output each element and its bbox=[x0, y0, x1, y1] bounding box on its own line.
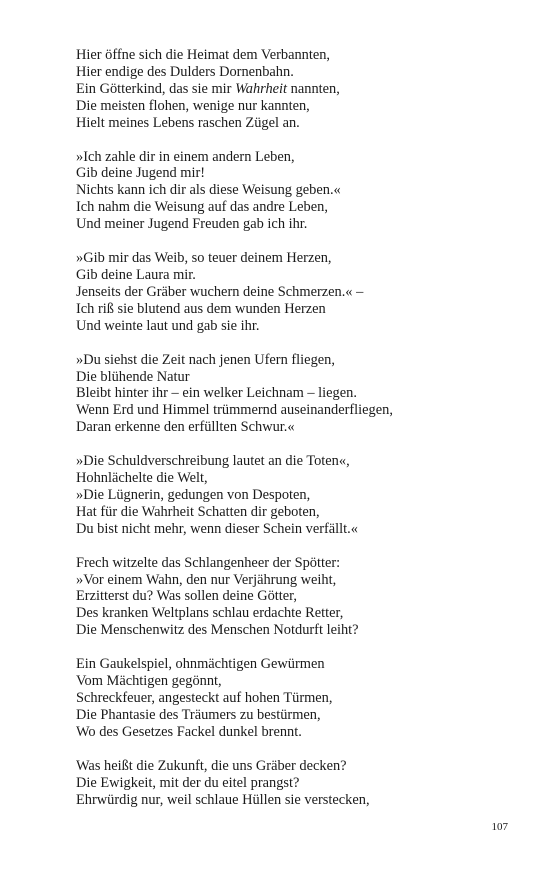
stanza-1 bbox=[76, 47, 516, 132]
verse-line: Hier öffne sich die Heimat dem Verbannten, bbox=[76, 47, 331, 63]
stanza-6 bbox=[76, 555, 516, 640]
verse-line: Und meiner Jugend Freuden gab ich ihr. bbox=[76, 216, 308, 233]
stanza-2 bbox=[76, 149, 516, 234]
verse-line: Jenseits der Gräber wuchern deine Schmerzen.« – bbox=[76, 283, 364, 300]
verse-line: Die meisten flohen, wenige nur kannten, bbox=[76, 97, 310, 114]
verse-line: Daran erkenne den erfüllten Schwur.« bbox=[76, 419, 295, 436]
verse-line: Schreckfeuer, angesteckt auf hohen Türmen, bbox=[76, 690, 333, 706]
verse-line-part: Ein Götterkind, das sie mir bbox=[76, 80, 236, 97]
verse-line: Die Ewigkeit, mit der du eitel prangst? bbox=[76, 774, 300, 791]
verse-line: »Die Schuldverschreibung lautet an die Toten«, bbox=[76, 453, 350, 470]
verse-line: Hielt meines Lebens raschen Zügel an. bbox=[76, 114, 300, 131]
verse-line: »Vor einem Wahn, den nur Verjährung weiht, bbox=[76, 571, 337, 588]
verse-line: Hohnlächelte die Welt, bbox=[76, 470, 208, 487]
verse-line: Die blühende Natur bbox=[76, 368, 190, 385]
verse-line: Wenn Erd und Himmel trümmernd auseinanderfliegen, bbox=[76, 402, 393, 419]
verse-line: Die Phantasie des Träumers zu bestürmen, bbox=[76, 706, 321, 723]
verse-line: Hat für die Wahrheit Schatten dir geboten, bbox=[76, 503, 320, 520]
verse-line: Bleibt hinter ihr – ein welker Leichnam – liegen. bbox=[76, 385, 357, 402]
verse-line: Gib deine Laura mir. bbox=[76, 266, 196, 283]
verse-line: »Gib mir das Weib, so teuer deinem Herzen, bbox=[76, 250, 332, 267]
verse-line: Nichts kann ich dir als diese Weisung geben.« bbox=[76, 182, 341, 199]
verse-line: Die Menschenwitz des Menschen Notdurft leiht? bbox=[76, 622, 359, 639]
verse-line: Frech witzelte das Schlangenheer der Spötter: bbox=[76, 554, 341, 571]
stanza-5 bbox=[76, 453, 516, 538]
stanza-3 bbox=[76, 250, 516, 335]
verse-line: Ein Gaukelspiel, ohnmächtigen Gewürmen bbox=[76, 656, 325, 673]
verse-line: Ich riß sie blutend aus dem wunden Herzen bbox=[76, 300, 326, 317]
verse-line: »Du siehst die Zeit nach jenen Ufern fliegen, bbox=[76, 351, 335, 368]
verse-line: Ehrwürdig nur, weil schlaue Hüllen sie verstecken, bbox=[76, 791, 370, 808]
verse-line: Was heißt die Zukunft, die uns Gräber decken? bbox=[76, 757, 347, 774]
verse-line: Gib deine Jugend mir! bbox=[76, 165, 206, 182]
page-number: 107 bbox=[491, 821, 508, 833]
poem-body bbox=[76, 47, 516, 825]
verse-line: »Die Lügnerin, gedungen von Despoten, bbox=[76, 486, 311, 503]
verse-line: Vom Mächtigen gegönnt, bbox=[76, 673, 222, 690]
verse-line bbox=[76, 81, 516, 98]
stanza-8 bbox=[76, 758, 516, 809]
verse-line: Wo des Gesetzes Fackel dunkel brennt. bbox=[76, 723, 302, 740]
verse-line: Des kranken Weltplans schlau erdachte Retter, bbox=[76, 605, 344, 622]
verse-line: Ich nahm die Weisung auf das andre Leben, bbox=[76, 199, 328, 216]
stanza-4 bbox=[76, 352, 516, 437]
stanza-7 bbox=[76, 656, 516, 741]
verse-line-part: nannten, bbox=[287, 80, 340, 97]
verse-line: Und weinte laut und gab sie ihr. bbox=[76, 317, 260, 334]
verse-line: »Ich zahle dir in einem andern Leben, bbox=[76, 148, 295, 165]
verse-line: Du bist nicht mehr, wenn dieser Schein verfällt.« bbox=[76, 520, 358, 537]
verse-line-emphasis: Wahrheit bbox=[235, 80, 288, 97]
verse-line: Erzitterst du? Was sollen deine Götter, bbox=[76, 588, 297, 605]
verse-line: Hier endige des Dulders Dornenbahn. bbox=[76, 63, 294, 80]
